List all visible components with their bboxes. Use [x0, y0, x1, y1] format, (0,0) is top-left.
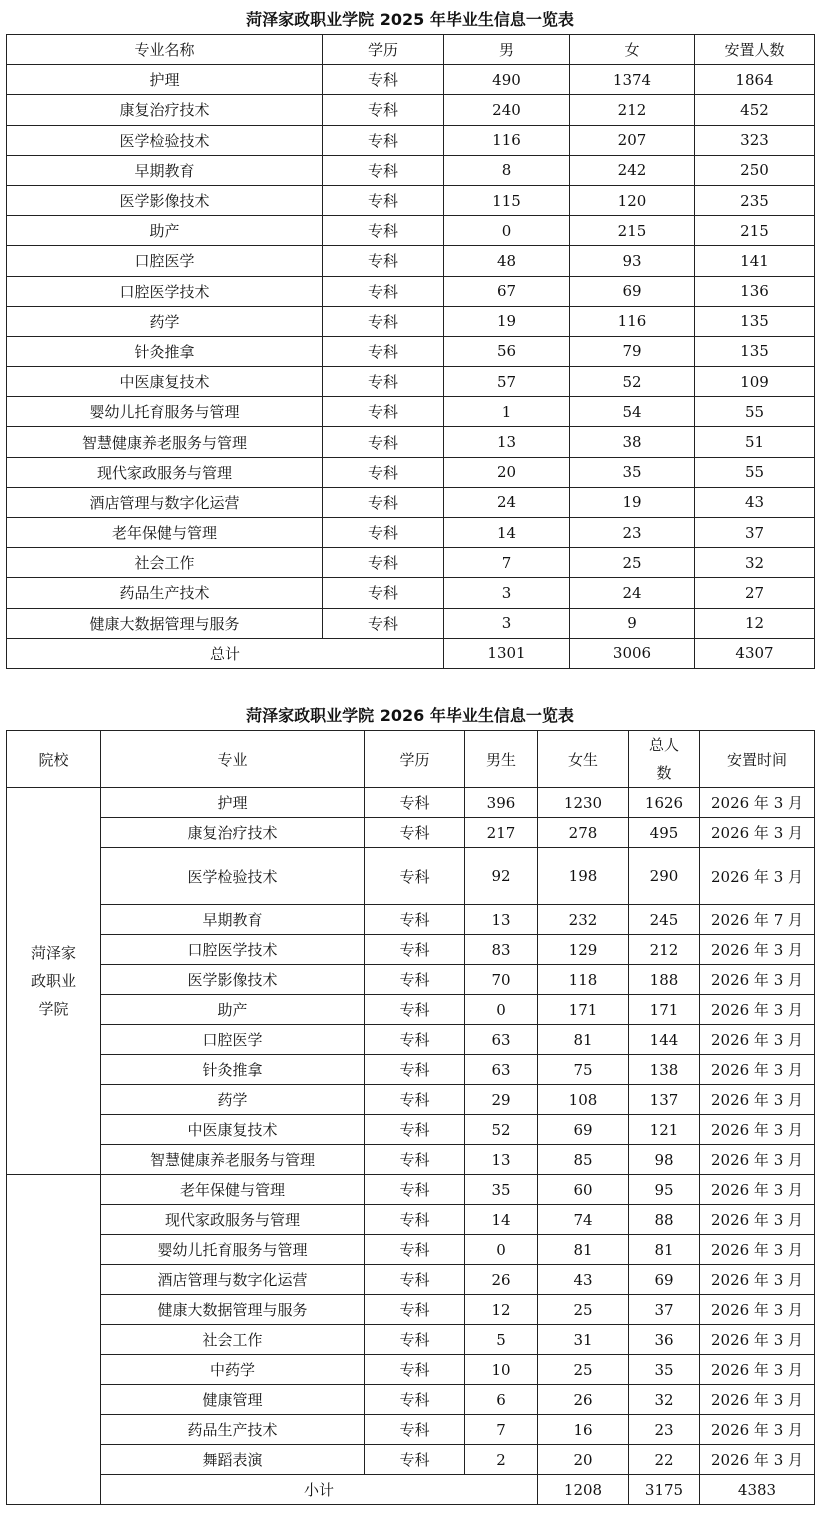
- table-cell: 115: [444, 185, 570, 215]
- table-cell: 215: [695, 216, 815, 246]
- table-cell: 135: [695, 336, 815, 366]
- table-cell: 2026 年 3 月: [700, 818, 815, 848]
- table-cell: 婴幼儿托育服务与管理: [7, 397, 323, 427]
- table-row: [7, 276, 815, 306]
- table-row: [7, 788, 815, 818]
- table-cell: 现代家政服务与管理: [101, 1205, 365, 1235]
- table-cell: 43: [538, 1265, 629, 1295]
- table-cell: 2026 年 3 月: [700, 1205, 815, 1235]
- table-cell: 57: [444, 367, 570, 397]
- table-cell: 9: [570, 608, 695, 638]
- table-cell: 0: [465, 1235, 538, 1265]
- table-cell: 278: [538, 818, 629, 848]
- table-cell: 专科: [365, 1025, 465, 1055]
- table-cell: 康复治疗技术: [101, 818, 365, 848]
- table-row: [7, 1235, 815, 1265]
- table-cell: 助产: [7, 216, 323, 246]
- table-cell: 2026 年 3 月: [700, 848, 815, 905]
- table-cell: 215: [570, 216, 695, 246]
- table-cell: 3: [444, 608, 570, 638]
- table-cell: 63: [465, 1025, 538, 1055]
- table-cell: 护理: [101, 788, 365, 818]
- table-cell: 23: [570, 518, 695, 548]
- table-cell: 212: [570, 95, 695, 125]
- table-cell: 专科: [365, 788, 465, 818]
- table-cell: 专科: [323, 487, 444, 517]
- table-cell: 36: [629, 1325, 700, 1355]
- table-cell: 3: [444, 578, 570, 608]
- table-cell: 171: [538, 995, 629, 1025]
- table-cell: 88: [629, 1205, 700, 1235]
- table-cell: 26: [538, 1385, 629, 1415]
- table-cell: 24: [570, 578, 695, 608]
- table-cell: 5: [465, 1325, 538, 1355]
- table-cell: 专科: [365, 1235, 465, 1265]
- table-row: [7, 246, 815, 276]
- table-cell: 2026 年 3 月: [700, 1295, 815, 1325]
- table-cell: 专科: [365, 1115, 465, 1145]
- table-cell: 专科: [323, 397, 444, 427]
- table-cell: 92: [465, 848, 538, 905]
- table-cell: 专科: [365, 1055, 465, 1085]
- table-row: [7, 487, 815, 517]
- table-cell: 中医康复技术: [7, 367, 323, 397]
- table-cell: 专科: [323, 276, 444, 306]
- total-male: 1301: [444, 638, 570, 668]
- table-row: [7, 1145, 815, 1175]
- table-cell: 48: [444, 246, 570, 276]
- table-cell: 2026 年 3 月: [700, 1355, 815, 1385]
- table-row: [7, 1415, 815, 1445]
- table-cell: 35: [629, 1355, 700, 1385]
- table-cell: 16: [538, 1415, 629, 1445]
- table-row: [7, 457, 815, 487]
- table-row: [7, 548, 815, 578]
- table-row: [7, 1025, 815, 1055]
- table-cell: 1: [444, 397, 570, 427]
- table-cell: 13: [465, 1145, 538, 1175]
- table-cell: 29: [465, 1085, 538, 1115]
- table-cell: 健康大数据管理与服务: [101, 1295, 365, 1325]
- table-2025-title: 菏泽家政职业学院 2025 年毕业生信息一览表: [246, 10, 574, 29]
- table-cell: 235: [695, 185, 815, 215]
- table-cell: 20: [538, 1445, 629, 1475]
- table-cell: 婴幼儿托育服务与管理: [101, 1235, 365, 1265]
- table-cell: 52: [465, 1115, 538, 1145]
- table-cell: 2026 年 3 月: [700, 935, 815, 965]
- table-cell: 32: [695, 548, 815, 578]
- table-cell: 专科: [323, 155, 444, 185]
- table-cell: 专科: [323, 578, 444, 608]
- table-cell: 2026 年 3 月: [700, 1145, 815, 1175]
- table-cell: 药品生产技术: [101, 1415, 365, 1445]
- table-cell: 专科: [323, 216, 444, 246]
- table-row: [7, 608, 815, 638]
- table-cell: 108: [538, 1085, 629, 1115]
- table-cell: 69: [570, 276, 695, 306]
- table-cell: 2026 年 3 月: [700, 1265, 815, 1295]
- table-cell: 81: [538, 1025, 629, 1055]
- table-cell: 38: [570, 427, 695, 457]
- table-cell: 188: [629, 965, 700, 995]
- table-cell: 121: [629, 1115, 700, 1145]
- table-cell: 24: [444, 487, 570, 517]
- table-cell: 137: [629, 1085, 700, 1115]
- table-cell: 19: [444, 306, 570, 336]
- table-cell: 171: [629, 995, 700, 1025]
- subtotal-label: 小计: [101, 1475, 538, 1505]
- table-cell: 55: [695, 397, 815, 427]
- table-cell: 26: [465, 1265, 538, 1295]
- table-cell: 81: [629, 1235, 700, 1265]
- table-cell: 2026 年 7 月: [700, 905, 815, 935]
- table-row: [7, 905, 815, 935]
- table-cell: 51: [695, 427, 815, 457]
- column-header: 专业: [101, 731, 365, 788]
- table-cell: 54: [570, 397, 695, 427]
- table-cell: 专科: [365, 1085, 465, 1115]
- table-cell: 专科: [365, 1385, 465, 1415]
- table-cell: 25: [538, 1355, 629, 1385]
- column-header: 安置人数: [695, 35, 815, 65]
- table-row: [7, 578, 815, 608]
- table-cell: 43: [695, 487, 815, 517]
- table-cell: 12: [695, 608, 815, 638]
- table-row: [7, 1295, 815, 1325]
- school-cell-empty: [7, 1175, 101, 1505]
- table-row: [7, 1205, 815, 1235]
- table-cell: 69: [538, 1115, 629, 1145]
- table-cell: 药学: [101, 1085, 365, 1115]
- table-cell: 针灸推拿: [7, 336, 323, 366]
- table-cell: 1626: [629, 788, 700, 818]
- table-row: [7, 427, 815, 457]
- table-cell: 专科: [365, 1415, 465, 1445]
- subtotal-female: 3175: [629, 1475, 700, 1505]
- table-cell: 专科: [365, 1355, 465, 1385]
- table-cell: 74: [538, 1205, 629, 1235]
- table-cell: 67: [444, 276, 570, 306]
- table-cell: 120: [570, 185, 695, 215]
- table-cell: 55: [695, 457, 815, 487]
- table-cell: 专科: [365, 848, 465, 905]
- table-cell: 口腔医学: [7, 246, 323, 276]
- table-cell: 专科: [323, 95, 444, 125]
- table-cell: 144: [629, 1025, 700, 1055]
- column-header: 总人数: [629, 731, 700, 788]
- table-cell: 12: [465, 1295, 538, 1325]
- table-cell: 495: [629, 818, 700, 848]
- table-cell: 35: [570, 457, 695, 487]
- column-header: 男: [444, 35, 570, 65]
- column-header: 院校: [7, 731, 101, 788]
- table-cell: 专科: [323, 608, 444, 638]
- table-cell: 396: [465, 788, 538, 818]
- table-cell: 25: [570, 548, 695, 578]
- table-cell: 舞蹈表演: [101, 1445, 365, 1475]
- total-female: 3006: [570, 638, 695, 668]
- table-cell: 酒店管理与数字化运营: [101, 1265, 365, 1295]
- table-cell: 14: [444, 518, 570, 548]
- table-cell: 141: [695, 246, 815, 276]
- table-cell: 37: [629, 1295, 700, 1325]
- table-cell: 专科: [323, 306, 444, 336]
- table-cell: 2026 年 3 月: [700, 995, 815, 1025]
- table-row: [7, 367, 815, 397]
- table-cell: 81: [538, 1235, 629, 1265]
- table-row: [7, 155, 815, 185]
- table-cell: 323: [695, 125, 815, 155]
- table-cell: 69: [629, 1265, 700, 1295]
- table-cell: 智慧健康养老服务与管理: [101, 1145, 365, 1175]
- column-header: 安置时间: [700, 731, 815, 788]
- column-header: 女生: [538, 731, 629, 788]
- table-row: [7, 1355, 815, 1385]
- table-row: [7, 1085, 815, 1115]
- table-cell: 社会工作: [7, 548, 323, 578]
- table-cell: 药品生产技术: [7, 578, 323, 608]
- school-cell: 菏泽家政职业学院: [7, 788, 101, 1175]
- table-cell: 70: [465, 965, 538, 995]
- table-cell: 医学影像技术: [101, 965, 365, 995]
- table-cell: 52: [570, 367, 695, 397]
- table-cell: 专科: [365, 1175, 465, 1205]
- table-cell: 31: [538, 1325, 629, 1355]
- table-cell: 专科: [323, 457, 444, 487]
- table-cell: 口腔医学技术: [7, 276, 323, 306]
- table-cell: 207: [570, 125, 695, 155]
- table-cell: 针灸推拿: [101, 1055, 365, 1085]
- table-cell: 专科: [323, 125, 444, 155]
- table-cell: 口腔医学: [101, 1025, 365, 1055]
- table-cell: 56: [444, 336, 570, 366]
- table-cell: 老年保健与管理: [101, 1175, 365, 1205]
- table-row: [7, 1055, 815, 1085]
- table-cell: 康复治疗技术: [7, 95, 323, 125]
- table-cell: 198: [538, 848, 629, 905]
- table-cell: 27: [695, 578, 815, 608]
- table-cell: 早期教育: [7, 155, 323, 185]
- total-label: 总计: [7, 638, 444, 668]
- table-cell: 79: [570, 336, 695, 366]
- table-cell: 2026 年 3 月: [700, 1055, 815, 1085]
- table-cell: 专科: [365, 905, 465, 935]
- table-cell: 85: [538, 1145, 629, 1175]
- table-row: [7, 95, 815, 125]
- table-cell: 专科: [365, 1325, 465, 1355]
- table-cell: 60: [538, 1175, 629, 1205]
- column-header: 专业名称: [7, 35, 323, 65]
- table-cell: 智慧健康养老服务与管理: [7, 427, 323, 457]
- table-cell: 医学检验技术: [7, 125, 323, 155]
- table-cell: 专科: [323, 518, 444, 548]
- table-cell: 社会工作: [101, 1325, 365, 1355]
- table-cell: 专科: [323, 367, 444, 397]
- table-cell: 2026 年 3 月: [700, 1415, 815, 1445]
- table-cell: 232: [538, 905, 629, 935]
- header-row: [7, 35, 815, 65]
- table-cell: 医学影像技术: [7, 185, 323, 215]
- table-cell: 32: [629, 1385, 700, 1415]
- table-cell: 专科: [365, 1295, 465, 1325]
- table-row: [7, 397, 815, 427]
- table-cell: 2026 年 3 月: [700, 1325, 815, 1355]
- table-cell: 酒店管理与数字化运营: [7, 487, 323, 517]
- table-cell: 专科: [365, 995, 465, 1025]
- table-cell: 健康管理: [101, 1385, 365, 1415]
- table-cell: 37: [695, 518, 815, 548]
- table-cell: 75: [538, 1055, 629, 1085]
- table-row: [7, 1175, 815, 1205]
- table-cell: 7: [444, 548, 570, 578]
- table-cell: 专科: [323, 336, 444, 366]
- table-cell: 7: [465, 1415, 538, 1445]
- table-cell: 245: [629, 905, 700, 935]
- table-cell: 2026 年 3 月: [700, 1085, 815, 1115]
- table-cell: 健康大数据管理与服务: [7, 608, 323, 638]
- table-cell: 专科: [323, 185, 444, 215]
- table-cell: 中药学: [101, 1355, 365, 1385]
- table-cell: 240: [444, 95, 570, 125]
- column-header: 学历: [323, 35, 444, 65]
- table-cell: 早期教育: [101, 905, 365, 935]
- header-row: [7, 731, 815, 788]
- table-cell: 2026 年 3 月: [700, 1115, 815, 1145]
- table-cell: 护理: [7, 65, 323, 95]
- table-cell: 医学检验技术: [101, 848, 365, 905]
- table-cell: 95: [629, 1175, 700, 1205]
- table-cell: 专科: [365, 1205, 465, 1235]
- table-row: [7, 216, 815, 246]
- table-2026-title: 菏泽家政职业学院 2026 年毕业生信息一览表: [246, 706, 574, 725]
- table-cell: 老年保健与管理: [7, 518, 323, 548]
- table-cell: 13: [444, 427, 570, 457]
- table-cell: 83: [465, 935, 538, 965]
- table-cell: 1230: [538, 788, 629, 818]
- table-cell: 25: [538, 1295, 629, 1325]
- column-header: 女: [570, 35, 695, 65]
- table-cell: 现代家政服务与管理: [7, 457, 323, 487]
- table-cell: 35: [465, 1175, 538, 1205]
- table-cell: 109: [695, 367, 815, 397]
- table-cell: 2026 年 3 月: [700, 1025, 815, 1055]
- table-cell: 136: [695, 276, 815, 306]
- subtotal-count: 4383: [700, 1475, 815, 1505]
- subtotal-male: 1208: [538, 1475, 629, 1505]
- table-cell: 专科: [365, 818, 465, 848]
- table-cell: 专科: [323, 65, 444, 95]
- table-row: [7, 1445, 815, 1475]
- table-cell: 口腔医学技术: [101, 935, 365, 965]
- table-cell: 93: [570, 246, 695, 276]
- table-cell: 290: [629, 848, 700, 905]
- table-row: [7, 848, 815, 905]
- table-cell: 专科: [365, 1265, 465, 1295]
- table-cell: 2026 年 3 月: [700, 1385, 815, 1415]
- table-cell: 助产: [101, 995, 365, 1025]
- table-row: [7, 518, 815, 548]
- total-count: 4307: [695, 638, 815, 668]
- table-row: [7, 185, 815, 215]
- table-cell: 0: [444, 216, 570, 246]
- table-cell: 20: [444, 457, 570, 487]
- table-cell: 2: [465, 1445, 538, 1475]
- table-cell: 116: [570, 306, 695, 336]
- table-cell: 专科: [365, 1445, 465, 1475]
- table-cell: 1374: [570, 65, 695, 95]
- table-cell: 1864: [695, 65, 815, 95]
- total-row: [7, 638, 815, 668]
- column-header: 男生: [465, 731, 538, 788]
- table-cell: 专科: [365, 1145, 465, 1175]
- table-cell: 2026 年 3 月: [700, 1175, 815, 1205]
- table-cell: 2026 年 3 月: [700, 1235, 815, 1265]
- table-cell: 118: [538, 965, 629, 995]
- table-row: [7, 65, 815, 95]
- table-cell: 217: [465, 818, 538, 848]
- table-cell: 专科: [365, 935, 465, 965]
- table-cell: 专科: [323, 427, 444, 457]
- table-row: [7, 336, 815, 366]
- table-cell: 2026 年 3 月: [700, 788, 815, 818]
- table-cell: 242: [570, 155, 695, 185]
- table-cell: 专科: [365, 965, 465, 995]
- table-cell: 452: [695, 95, 815, 125]
- table-cell: 13: [465, 905, 538, 935]
- table-row: [7, 818, 815, 848]
- table-row: [7, 306, 815, 336]
- table-cell: 2026 年 3 月: [700, 1445, 815, 1475]
- table-cell: 0: [465, 995, 538, 1025]
- table-cell: 98: [629, 1145, 700, 1175]
- table-row: [7, 1325, 815, 1355]
- table-cell: 14: [465, 1205, 538, 1235]
- table-cell: 22: [629, 1445, 700, 1475]
- table-row: [7, 1385, 815, 1415]
- table-cell: 23: [629, 1415, 700, 1445]
- table-cell: 8: [444, 155, 570, 185]
- table-cell: 135: [695, 306, 815, 336]
- table-row: [7, 1265, 815, 1295]
- table-row: [7, 965, 815, 995]
- table-cell: 2026 年 3 月: [700, 965, 815, 995]
- table-cell: 中医康复技术: [101, 1115, 365, 1145]
- table-cell: 专科: [323, 548, 444, 578]
- table-cell: 10: [465, 1355, 538, 1385]
- table-cell: 212: [629, 935, 700, 965]
- column-header: 学历: [365, 731, 465, 788]
- table-cell: 6: [465, 1385, 538, 1415]
- table-row: [7, 125, 815, 155]
- table-cell: 63: [465, 1055, 538, 1085]
- table-cell: 116: [444, 125, 570, 155]
- table-cell: 129: [538, 935, 629, 965]
- table-2025: [6, 34, 815, 669]
- table-cell: 专科: [323, 246, 444, 276]
- table-2026: [6, 730, 815, 1505]
- table-cell: 19: [570, 487, 695, 517]
- subtotal-row: [7, 1475, 815, 1505]
- table-row: [7, 935, 815, 965]
- table-cell: 250: [695, 155, 815, 185]
- table-cell: 490: [444, 65, 570, 95]
- table-row: [7, 995, 815, 1025]
- table-row: [7, 1115, 815, 1145]
- table-cell: 药学: [7, 306, 323, 336]
- table-cell: 138: [629, 1055, 700, 1085]
